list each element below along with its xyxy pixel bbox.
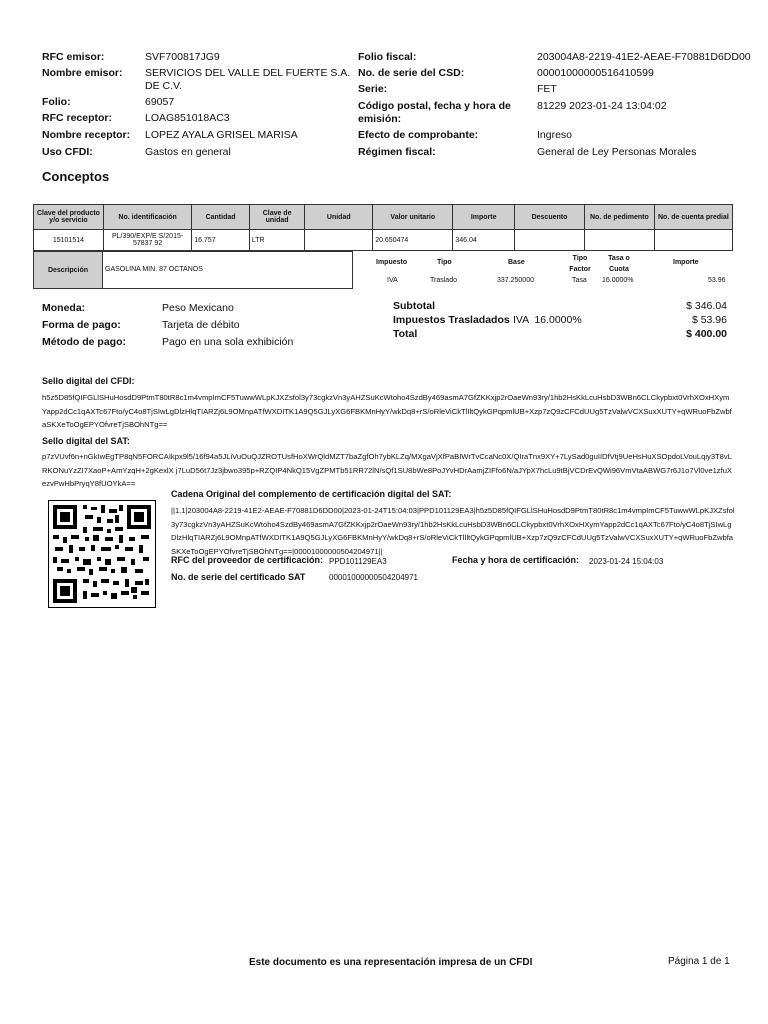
rfc-emisor-label: RFC emisor: [42,51,105,63]
tax-col-tipo-factor: Tipo Factor [569,255,591,273]
cp-fecha-value: 81229 2023-01-24 13:04:02 [537,100,667,112]
col-descuento: Descuento [515,205,585,230]
folio-fiscal-value: 203004A8-2219-41E2-AEAE-F70881D6DD00 [537,51,751,63]
no-serie-sat-value: 00001000000504204971 [329,573,418,582]
impuestos-label: Impuestos Trasladados [393,314,510,326]
table-row [34,230,733,251]
no-serie-csd-value: 00001000000516410599 [537,67,654,79]
rfc-emisor-value: SVF700817JG9 [145,51,220,63]
qr-code-icon [49,501,155,607]
fecha-certificacion-value: 2023-01-24 15:04:03 [589,557,664,566]
tax-col-tipo: Tipo [437,259,452,266]
serie-label: Serie: [358,83,388,95]
cell-no-identificacion: PL/390/EXP/E S/2015-57837 92 [103,230,191,251]
metodo-pago-label: Método de pago: [42,336,126,348]
col-clave-unidad: Clave de unidad [249,205,305,230]
tax-cell-tipo: Traslado [430,277,457,284]
uso-cfdi-label: Uso CFDI: [42,146,93,158]
moneda-label: Moneda: [42,302,86,314]
nombre-receptor-label: Nombre receptor: [42,129,131,141]
col-no-pedimento: No. de pedimento [584,205,654,230]
folio-fiscal-label: Folio fiscal: [358,51,417,63]
cadena-label: Cadena Original del complemento de certificación digital del SAT: [171,489,452,499]
cadena-value: ||1.1|203004A8-2219-41E2-AEAE-F70881D6DD00|2023-01-24T15:04:03|PPD101129EA3|h5z5D85fQIFGLlSHuHosdD9PtmT80tR8c1m4vmpImCF5TuwwWLpKJXZsfol3y73cgkzVn3yAHZSuKcWtoho4SzdBy469asmA7GfZKKxjp2rOaeWn93ry/1hb2HsKkLcuHsbD3WBn6CLCkypbxt0VrhXOxHXymYapp2dCc1qAXTc67Fto/yC4o8TjSIwLgDlzHlqTIARZj6L9OMnpATfWXDITK1A9Q5GJLyXG6FBKMnHyY/wkDq8+rS/oRleViCkTlIltQykGPqpmlUB+Xzp7zQ9zCFCdUUg5TzValwVCXSuxXUTY+qWRuoFbZwbfaSKXeToOgEPYOfvreTjSBOhNTg==|00001000000504204971|| [171,506,735,556]
rfc-receptor-label: RFC receptor: [42,112,113,124]
impuestos-detail: IVA 16.0000% [513,314,582,326]
sello-sat-value: p7zVUvf6n+nGkIwEgTP8qN5FORCAIkpx9l5/16f94a5JLiVuOuQJZROTUsfHoXWrQldMZT7baZgfOh7ybKLZq/MXgaVjXfPaBIWrTvCcaNc0X/QIraTnx9XY+7LySad0guIIDfVtj9UeHsHuXSOpdoLVouLqiy3T8vLRKONuYzZI7XaoP+AmYzqH+2gKexlX j7LuD56t7Jz3jbwo395p+RZQIP4NkQ15VgZPMTb51RR72lN/sQf1SU8bWe8PoJYvHDrAamjZIFfo6N/aJYpX7hcLu9tBjVCDrEvQWi96VmVtaABWG7r6J1o7Vl0ve1zfuXezvPwHbPryqY8fUOYkA== [42,452,732,488]
rfc-receptor-value: LOAG851018AC3 [145,112,230,124]
uso-cfdi-value: Gastos en general [145,146,231,158]
serie-value: FET [537,83,557,95]
col-valor-unitario: Valor unitario [373,205,453,230]
descripcion-value: GASOLINA MIN. 87 OCTANOS [105,266,203,273]
conceptos-table [33,204,733,251]
fecha-certificacion-label: Fecha y hora de certificación: [452,555,580,565]
cell-cantidad: 16.757 [192,230,250,251]
cell-unidad [305,230,373,251]
folio-label: Folio: [42,96,71,108]
subtotal-label: Subtotal [393,300,435,312]
cell-no-pedimento [584,230,654,251]
sello-cfdi-label: Sello digital del CFDI: [42,376,135,386]
rfc-proveedor-value: PPD101129EA3 [329,557,387,566]
cell-cuenta-predial [654,230,732,251]
no-serie-csd-label: No. de serie del CSD: [358,67,465,79]
tax-col-base: Base [508,259,525,266]
subtotal-value: $ 346.04 [686,300,727,312]
nombre-emisor-value: SERVICIOS DEL VALLE DEL FUERTE S.A. [145,67,351,79]
tax-cell-importe: 53.96 [708,277,726,284]
cell-clave-producto: 15101514 [34,230,104,251]
page-number: Página 1 de 1 [668,956,730,967]
total-label: Total [393,328,418,340]
efecto-value: Ingreso [537,129,573,141]
efecto-label: Efecto de comprobante: [358,129,479,141]
moneda-value: Peso Mexicano [162,302,234,314]
cp-fecha-label-2: emisión: [358,113,402,125]
cp-fecha-label-1: Código postal, fecha y hora de [358,100,511,112]
forma-pago-label: Forma de pago: [42,319,121,331]
tax-col-impuesto: Impuesto [376,259,408,266]
footer-note: Este documento es una representación impresa de un CFDI [249,957,533,968]
col-clave-producto: Clave del producto y/o servicio [34,205,104,230]
cell-importe: 346.04 [453,230,515,251]
tax-col-importe: Importe [673,259,699,266]
tax-cell-tasa-cuota: 16.0000% [602,277,634,284]
total-value: $ 400.00 [686,328,727,340]
col-no-identificacion: No. identificación [103,205,191,230]
qr-code [48,500,156,608]
col-importe: Importe [453,205,515,230]
sello-sat-label: Sello digital del SAT: [42,436,130,446]
col-cantidad: Cantidad [192,205,250,230]
regimen-value: General de Ley Personas Morales [537,146,697,158]
impuestos-value: $ 53.96 [691,314,727,326]
descripcion-label: Descripción [34,252,103,288]
cell-valor-unitario: 20.650474 [373,230,453,251]
regimen-label: Régimen fiscal: [358,146,436,158]
nombre-receptor-value: LOPEZ AYALA GRISEL MARISA [145,129,298,141]
descripcion-row [33,251,353,289]
col-cuenta-predial: No. de cuenta predial [654,205,732,230]
cell-descuento [515,230,585,251]
forma-pago-value: Tarjeta de débito [162,319,240,331]
metodo-pago-value: Pago en una sola exhibición [162,336,294,348]
tax-cell-tipo-factor: Tasa [572,277,587,284]
conceptos-title: Conceptos [42,169,110,184]
tax-cell-base: 337.250000 [497,277,534,284]
tax-col-tasa-cuota: Tasa o Cuota [608,255,630,273]
sello-cfdi-value: h5z5D85fQIFGLlSHuHosdD9PtmT80tR8c1m4vmpImCF5TuwwWLpKJXZsfol3y73cgkzVn3yAHZSuKcWtoho4SzdBy469asmA7GfZKKxjp2rOaeWn93ry/1hb2HsKkLcuHsbD3WBn6CLCkypbxt0VrhXOxHXymYapp2dCc1qAXTc67Fto/yC4o8TjSIwLgDlzHlqTIARZj6L9OMnpATfWXDITK1A9Q5GJLyXG6FBKMnHyY/wkDq8+rS/oRleViCkTlIltQykGPqpmlUB+Xzp7zQ9zCFCdUUg5TzValwVCXSuxXUTY+qWRuoFbZwbfaSKXeToOgEPYOfvreTjSBOhNTg== [42,393,732,429]
rfc-proveedor-label: RFC del proveedor de certificación: [171,555,324,565]
no-serie-sat-label: No. de serie del certificado SAT [171,572,306,582]
col-unidad: Unidad [305,205,373,230]
tax-cell-impuesto: IVA [387,277,398,284]
nombre-emisor-value-2: DE C.V. [145,80,182,92]
folio-value: 69057 [145,96,175,108]
table-header-row [34,205,733,230]
cell-clave-unidad: LTR [249,230,305,251]
nombre-emisor-label: Nombre emisor: [42,67,123,79]
